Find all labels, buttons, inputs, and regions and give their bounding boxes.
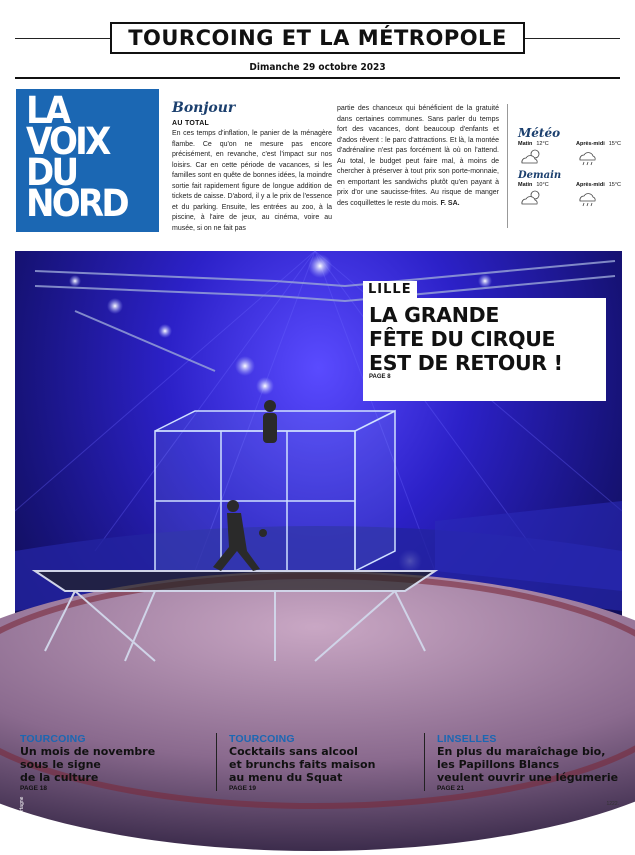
lead-page-ref: PAGE 8 (369, 374, 391, 380)
teaser-kicker: TOURCOING (20, 733, 86, 745)
bonjour-column-1: En ces temps d'inflation, le panier de la ménagère flambe. Ce qu'on ne mesure pas encore précisément, en revanche, c'est l'impact sur nos loisirs. Car en cette période de vacances, si les familles sont en quête de bonnes idées, la moindre sortie fait rapidement figure de longue addition de tickets de caisse. D'abord, il y a le prix de l'essence et du parking. Ensuite, les entrées au zoo, à la piscine, à l'aire de jeux, au cinéma, voire au musée, si on ne fait pas (172, 130, 332, 232)
logo-line: VOIX (26, 120, 109, 163)
newspaper-logo[interactable] (16, 89, 159, 232)
weather-label: Matin (518, 141, 533, 147)
weather-tomorrow-morning (518, 182, 570, 207)
section-title: TOURCOING ET LA MÉTROPOLE (110, 22, 525, 54)
teaser-3[interactable] (437, 733, 627, 792)
weather-box (518, 104, 628, 207)
teaser-title: En plus du maraîchage bio, les Papillons Blancs veulent ouvrir une légumerie (437, 745, 619, 784)
date-rule (15, 77, 620, 79)
teaser-kicker: LINSELLES (437, 733, 497, 745)
teaser-page: PAGE 18 (20, 785, 47, 792)
teaser-kicker: TOURCOING (229, 733, 295, 745)
cloud-sun-icon (518, 189, 546, 207)
weather-temp: 15°C (608, 182, 622, 188)
weather-temp: 10°C (536, 182, 549, 188)
column-divider (507, 104, 508, 228)
weather-tomorrow-afternoon (576, 182, 628, 207)
bonjour-subtitle: AU TOTAL (172, 120, 210, 127)
logo-line: DU (26, 151, 77, 194)
teaser-page: PAGE 19 (229, 785, 256, 792)
teaser-title: Cocktails sans alcool et brunchs faits maison au menu du Squat (229, 745, 376, 784)
weather-label: Matin (518, 182, 533, 188)
teaser-1[interactable] (20, 733, 210, 792)
weather-temp: 12°C (536, 141, 549, 147)
teaser-page: PAGE 21 (437, 785, 464, 792)
bonjour-column-2 (337, 104, 499, 209)
bonjour-signature: F. SA. (440, 199, 460, 207)
weather-temp: 15°C (608, 141, 622, 147)
weather-title: Météo (518, 126, 561, 140)
weather-label: Après-midi (576, 182, 605, 188)
cloud-rain-icon (576, 189, 604, 207)
weather-today-afternoon (576, 141, 628, 166)
weather-label: Après-midi (576, 141, 605, 147)
lead-headline-box[interactable] (363, 298, 606, 401)
teaser-title: Un mois de novembre sous le signe de la culture (20, 745, 156, 784)
teaser-2[interactable] (229, 733, 419, 792)
lead-kicker: LILLE (363, 281, 417, 298)
teaser-divider (424, 733, 425, 791)
weather-tomorrow-row (518, 182, 628, 207)
bonjour-column-2-text: partie des chanceux qui bénéficient de la gratuité dans certaines communes. Sans parler du temps fort des vacances, dont beaucoup d'enfants et d'ados rêvent : le parc d'attractions. Et là, la montée d'adrénaline n'est pas forcément là où on l'attend. Au total, le budget peut faire mal, à moins de chercher à préserver à tout prix son porte-monnaie, en emportant les sandwichs plutôt qu'en payant à prix d'or une saucisse-frites. Au risque de manger des coquillettes le reste du mois. (337, 105, 499, 207)
issue-date: Dimanche 29 octobre 2023 (249, 62, 386, 73)
photo-credit: Photo Stéphane Mortagne (19, 796, 25, 855)
logo-line: LA (26, 89, 69, 132)
bonjour-title: Bonjour (172, 100, 236, 116)
logo-line: NORD (26, 182, 127, 225)
teaser-divider (216, 733, 217, 791)
weather-today-morning (518, 141, 570, 166)
weather-tomorrow-title: Demain (518, 170, 562, 181)
cloud-sun-icon (518, 148, 546, 166)
lead-headline: LA GRANDE FÊTE DU CIRQUE EST DE RETOUR ! (369, 303, 563, 375)
weather-today-row (518, 141, 628, 166)
folio-number: 1222. (606, 801, 619, 807)
cloud-rain-icon (576, 148, 604, 166)
